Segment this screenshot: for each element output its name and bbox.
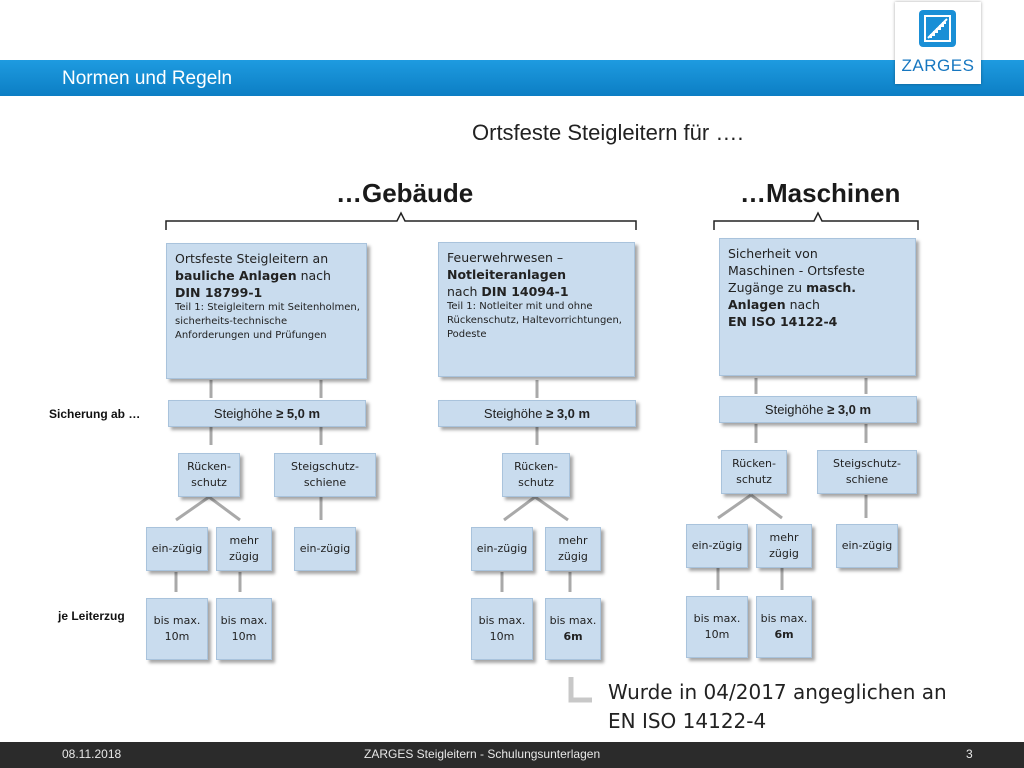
- node-steigschutzschiene: Steigschutz-schiene: [274, 453, 376, 497]
- node-mehrzuegig: mehr zügig: [545, 527, 601, 571]
- steighoehe-din-14094: Steighöhe ≥ 3,0 m: [438, 400, 636, 427]
- steighoehe-din-18799: Steighöhe ≥ 5,0 m: [168, 400, 366, 427]
- node-bis-max: bis max. 10m: [146, 598, 208, 660]
- footer-title: ZARGES Steigleitern - Schulungsunterlagen: [364, 747, 601, 761]
- node-bis-max: bis max. 10m: [686, 596, 748, 658]
- steighoehe-en-iso-14122: Steighöhe ≥ 3,0 m: [719, 396, 917, 423]
- diagram-subtitle: Ortsfeste Steigleitern für ….: [472, 120, 744, 145]
- node-bis-max: bis max. 10m: [471, 598, 533, 660]
- node-einzuegig: ein-zügig: [294, 527, 356, 571]
- box-din-14094: Feuerwehrwesen – Notleiteranlagen nach DIN 14094-1 Teil 1: Notleiter mit und ohne Rückenschutz, Haltevorrichtungen, Podeste: [438, 242, 635, 377]
- node-einzuegig: ein-zügig: [836, 524, 898, 568]
- node-einzuegig: ein-zügig: [686, 524, 748, 568]
- update-note: Wurde in 04/2017 angeglichen an EN ISO 14122-4: [608, 680, 947, 733]
- box-en-iso-14122: Sicherheit von Maschinen - Ortsfeste Zugänge zu masch. Anlagen nach EN ISO 14122-4: [719, 238, 916, 376]
- node-bis-max: bis max. 6m: [545, 598, 601, 660]
- node-rueckenschutz: Rücken-schutz: [178, 453, 240, 497]
- node-bis-max: bis max. 10m: [216, 598, 272, 660]
- footer-date: 08.11.2018: [62, 747, 122, 761]
- footer-page-number: 3: [966, 747, 973, 761]
- page-title: Normen und Regeln: [62, 68, 233, 89]
- node-mehrzuegig: mehr zügig: [216, 527, 272, 571]
- category-maschinen: …Maschinen: [740, 178, 901, 208]
- box-din-18799: Ortsfeste Steigleitern an bauliche Anlagen nach DIN 18799-1 Teil 1: Steigleitern mit Seitenholmen, sicherheits-technische Anforderungen und Prüfungen: [166, 243, 367, 379]
- node-mehrzuegig: mehr zügig: [756, 524, 812, 568]
- label-sicherung: Sicherung ab …: [49, 407, 141, 421]
- category-gebaeude: …Gebäude: [336, 178, 474, 208]
- node-rueckenschutz: Rücken-schutz: [502, 453, 570, 497]
- logo-text: ZARGES: [901, 56, 975, 75]
- node-einzuegig: ein-zügig: [146, 527, 208, 571]
- node-steigschutzschiene: Steigschutz-schiene: [817, 450, 917, 494]
- node-einzuegig: ein-zügig: [471, 527, 533, 571]
- node-bis-max: bis max. 6m: [756, 596, 812, 658]
- node-rueckenschutz: Rücken-schutz: [721, 450, 787, 494]
- label-je-leiterzug: je Leiterzug: [58, 609, 125, 623]
